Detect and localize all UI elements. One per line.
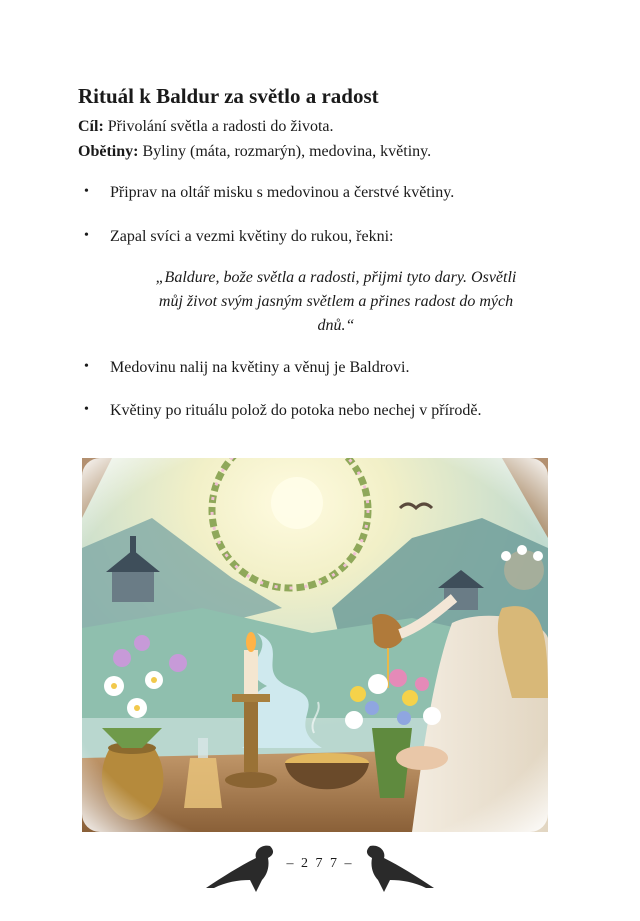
- quote-line: dnů.“: [317, 317, 355, 334]
- bullet-icon: •: [84, 184, 89, 199]
- step-text: Medovinu nalij na květiny a věnuj je Baldrovi.: [110, 359, 410, 376]
- step-text: Zapal svíci a vezmi květiny do rukou, řekni:: [110, 228, 394, 245]
- goal-text: Přivolání světla a radosti do života.: [107, 118, 334, 135]
- offerings-label: Obětiny:: [78, 143, 139, 160]
- ritual-illustration: [82, 458, 548, 832]
- list-item: [84, 402, 481, 420]
- bullet-icon: •: [84, 228, 89, 243]
- list-item: [84, 184, 454, 202]
- offerings-line: [78, 143, 431, 161]
- goal-label: Cíl:: [78, 118, 104, 135]
- bullet-icon: •: [84, 359, 89, 374]
- page-number: – 2 7 7 –: [286, 856, 354, 871]
- quote-line: „Baldure, bože světla a radosti, přijmi tyto dary. Osvětli: [155, 269, 517, 286]
- list-item: [84, 359, 410, 377]
- invocation-quote: [118, 266, 554, 338]
- goal-line: [78, 118, 334, 136]
- page-title: Rituál k Baldur za světlo a radost: [78, 84, 379, 108]
- quote-line: můj život svým jasným světlem a přines radost do mých: [158, 293, 514, 310]
- list-item: [84, 228, 393, 246]
- step-text: Připrav na oltář misku s medovinou a čerstvé květiny.: [110, 184, 455, 201]
- bullet-icon: •: [84, 402, 89, 417]
- offerings-text: Byliny (máta, rozmarýn), medovina, květiny.: [142, 143, 432, 160]
- step-text: Květiny po rituálu polož do potoka nebo nechej v přírodě.: [110, 402, 482, 419]
